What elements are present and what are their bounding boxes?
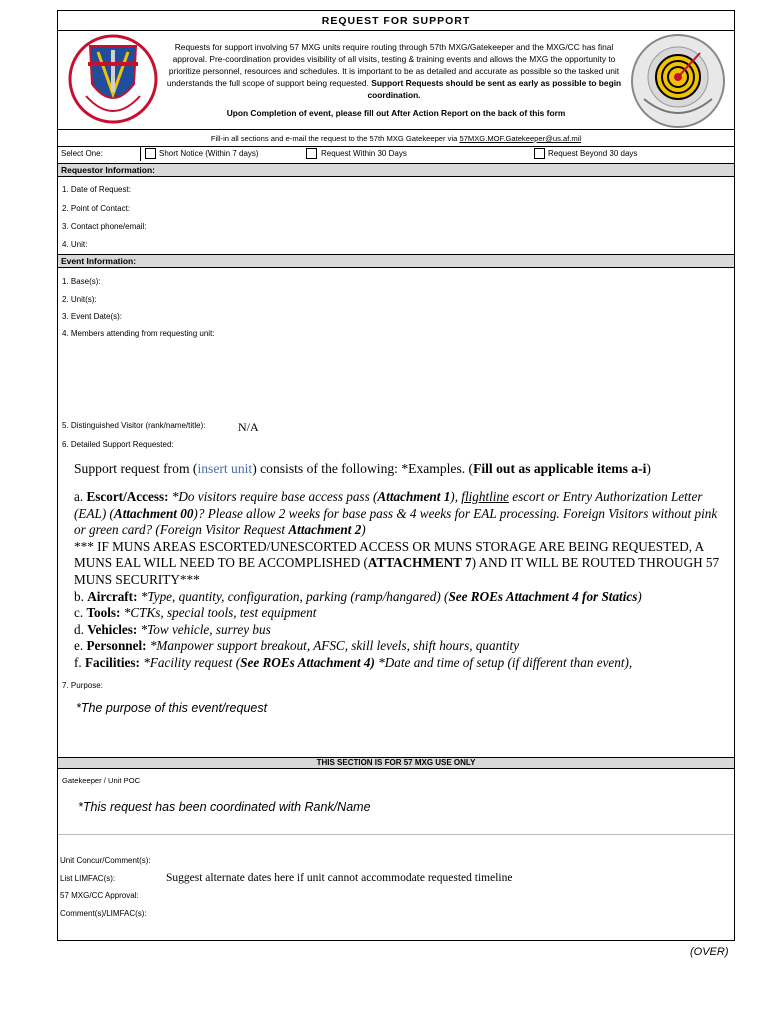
support-pre: Support request from ( — [74, 461, 198, 476]
over-indicator: (OVER) — [690, 946, 729, 958]
flightline-text: flightline — [461, 489, 509, 504]
distinguished-visitor-label: 5. Distinguished Visitor (rank/name/title): — [62, 421, 206, 430]
attachment-7-ref: ATTACHMENT 7 — [367, 555, 472, 571]
item-b-label: b. — [74, 588, 88, 604]
muns-text: ) AND IT WILL BE ROUTED THROUGH 57 MUNS SECURITY*** — [74, 555, 720, 587]
item-b-text: ) — [637, 588, 642, 604]
item-c-tools — [74, 605, 724, 622]
item-a-title: Escort/Access: — [86, 489, 169, 504]
requestor-info-header: Requestor Information: — [58, 163, 734, 177]
item-e-personnel — [74, 638, 724, 655]
divider — [140, 146, 141, 161]
item-c-label: c. — [74, 605, 87, 621]
insert-unit-placeholder: insert unit — [197, 461, 253, 476]
point-of-contact-label: 2. Point of Contact: — [62, 204, 131, 213]
item-b-title: Aircraft: — [87, 588, 138, 604]
item-b-text: *Type, quantity, configuration, parking (ramp/hangared) ( — [137, 588, 449, 604]
distinguished-visitor-value[interactable]: N/A — [238, 420, 259, 434]
item-d-vehicles — [74, 622, 724, 639]
item-a-escort-access — [74, 489, 724, 539]
beyond-30-days-label: Request Beyond 30 days — [548, 149, 638, 158]
bases-label: 1. Base(s): — [62, 277, 101, 286]
item-e-text: *Manpower support breakout, AFSC, skill levels, shift hours, quantity — [146, 638, 520, 654]
form-title: REQUEST FOR SUPPORT — [321, 15, 471, 27]
within-30-days-checkbox[interactable] — [306, 148, 317, 159]
gatekeeper-email-link[interactable]: 57MXG.MOF.Gatekeeper@us.af.mil — [459, 134, 582, 143]
support-end: ) — [646, 461, 651, 476]
attachment-2-ref: Attachment 2 — [288, 522, 362, 538]
item-a-text: escort or Entry Authorization Letter (EAL) ( — [74, 489, 703, 521]
divider — [58, 129, 734, 130]
units-label: 2. Unit(s): — [62, 295, 97, 304]
limfac-value[interactable]: Suggest alternate dates here if unit cannot accommodate requested timeline — [166, 872, 513, 884]
divider — [58, 834, 734, 835]
intro-text: Requests for support involving 57 MXG units require routing through 57th MXG/Gatekeeper and the MXG/CC has final approval. Pre-coordination provides visibility of all visits, testing & training events and allows the MXG the opportunity to prioritize personnel, resources and schedules. It is important to be as detailed and accurate as possible so the tasked unit understands the full scope of support being requested. — [166, 42, 620, 88]
fill-in-text: Fill-in all sections and e-mail the request to the 57th MXG Gatekeeper via — [210, 134, 460, 143]
item-e-label: e. — [74, 638, 87, 654]
gatekeeper-unit-poc-label: Gatekeeper / Unit POC — [62, 776, 141, 785]
item-f-text: *Date and time of setup (if different than event), — [374, 654, 633, 670]
divider — [58, 30, 734, 31]
attachment-1-ref: Attachment 1 — [377, 489, 451, 504]
comments-limfac-label: Comment(s)/LIMFAC(s): — [60, 909, 147, 918]
event-info-header: Event Information: — [58, 254, 734, 268]
support-bold: Fill out as applicable items a-i — [473, 461, 647, 476]
item-e-title: Personnel: — [86, 638, 147, 654]
intro-bold-text: Support Requests should be sent as early as possible to begin coordination. — [367, 78, 622, 100]
detailed-support-label: 6. Detailed Support Requested: — [62, 440, 174, 449]
within-30-days-label: Request Within 30 Days — [321, 149, 407, 158]
item-d-title: Vehicles: — [87, 621, 138, 637]
unit-label: 4. Unit: — [62, 240, 88, 249]
list-limfac-label: List LIMFAC(s): — [60, 874, 116, 883]
attachment-4-ref: See ROEs Attachment 4 for Statics — [448, 588, 638, 604]
item-b-aircraft — [74, 589, 724, 606]
item-f-text: *Facility request ( — [139, 654, 241, 670]
item-a-text: )? Please allow 2 weeks for base pass & 4 weeks for EAL processing. Foreign Visitors without pink or green card? (Foreign Visitor Request — [74, 505, 718, 538]
muns-text: *** IF MUNS AREAS ESCORTED/UNESCORTED ACCESS OR MUNS STORAGE ARE BEING REQUESTED, A MUNS EAL WILL NEED TO BE ACCOMPLISHED ( — [74, 538, 704, 571]
item-d-text: *Tow vehicle, surrey bus — [137, 621, 271, 637]
fill-in-instructions — [58, 134, 734, 143]
item-c-text: *CTKs, special tools, test equipment — [120, 605, 317, 621]
muns-notice — [74, 539, 724, 589]
unit-concur-label: Unit Concur/Comment(s): — [60, 856, 151, 865]
detailed-support-list[interactable] — [74, 489, 724, 672]
intro-paragraph — [158, 41, 630, 101]
mxg-use-only-header: THIS SECTION IS FOR 57 MXG USE ONLY — [58, 757, 734, 769]
support-post: ) consists of the following: *Examples. ( — [252, 461, 474, 476]
attachment-4-ref: See ROEs Attachment 4) — [240, 654, 375, 670]
date-of-request-label: 1. Date of Request: — [62, 185, 131, 194]
coordination-note[interactable]: *This request has been coordinated with Rank/Name — [78, 800, 371, 814]
contact-phone-email-label: 3. Contact phone/email: — [62, 222, 147, 231]
select-one-label: Select One: — [61, 149, 103, 158]
after-action-notice: Upon Completion of event, please fill out After Action Report on the back of this form — [226, 108, 566, 118]
short-notice-checkbox[interactable] — [145, 148, 156, 159]
cc-approval-label: 57 MXG/CC Approval: — [60, 891, 139, 900]
item-a-text: ), — [450, 489, 462, 504]
divider — [58, 146, 734, 147]
request-for-support-form — [57, 10, 735, 941]
item-c-title: Tools: — [86, 605, 121, 621]
members-attending-label: 4. Members attending from requesting unit: — [62, 329, 215, 338]
short-notice-label: Short Notice (Within 7 days) — [159, 149, 259, 158]
item-a-label: a. — [74, 489, 87, 504]
support-request-intro[interactable] — [74, 461, 724, 478]
item-f-facilities — [74, 655, 724, 672]
beyond-30-days-checkbox[interactable] — [534, 148, 545, 159]
item-a-text: ) — [361, 522, 366, 538]
purpose-label: 7. Purpose: — [62, 681, 103, 690]
event-dates-label: 3. Event Date(s): — [62, 312, 123, 321]
item-a-text: *Do visitors require base access pass ( — [168, 489, 378, 504]
purpose-value[interactable]: *The purpose of this event/request — [76, 701, 268, 715]
item-d-label: d. — [74, 621, 88, 637]
item-f-label: f. — [74, 654, 85, 670]
item-f-title: Facilities: — [85, 654, 140, 670]
attachment-00-ref: Attachment 00 — [113, 505, 194, 521]
